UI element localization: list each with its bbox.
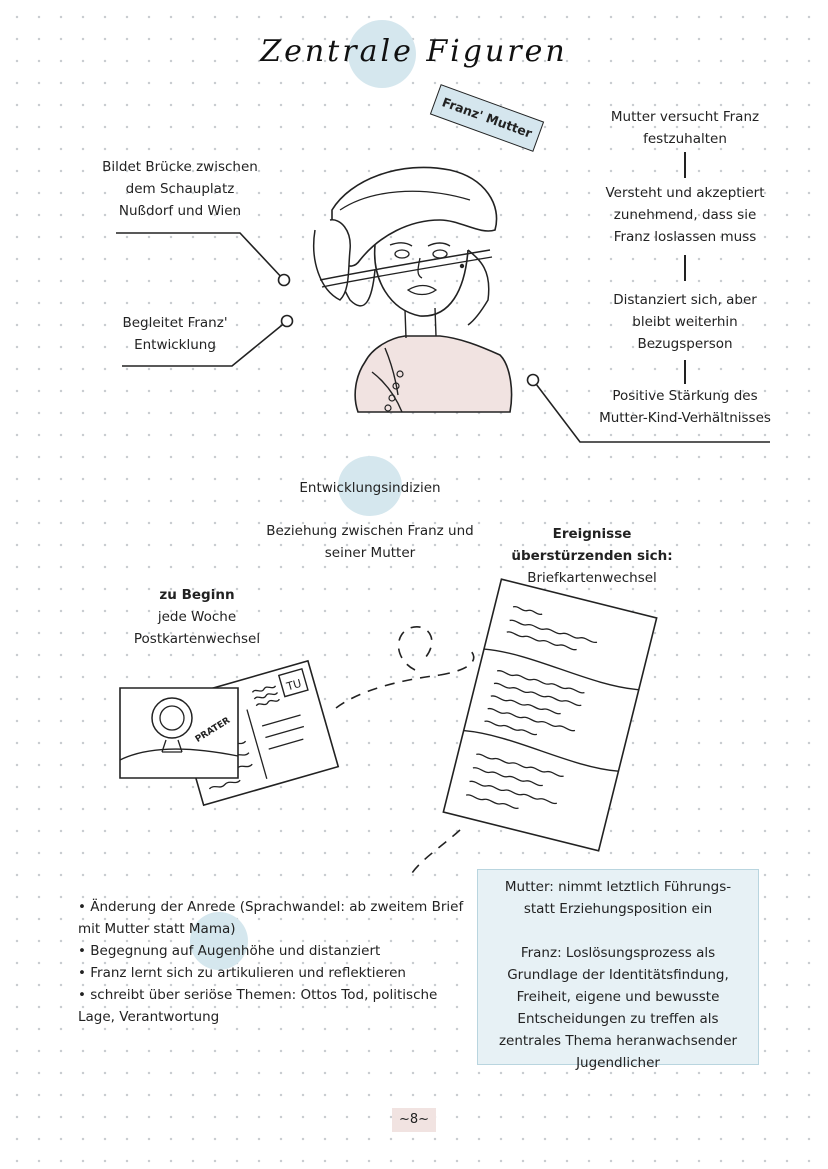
- list-item-text: Begegnung auf Augenhöhe und distanziert: [90, 943, 381, 959]
- chain-line: zunehmend, dass sie: [613, 207, 757, 223]
- section-subheading: [250, 520, 490, 564]
- list-item-text: Franz lernt sich zu artikulieren und reflektieren: [90, 965, 406, 981]
- beginning-bold: zu Beginn: [159, 587, 235, 603]
- note-development-line: Begleitet Franz': [122, 315, 228, 331]
- beginning-line: jede Woche: [157, 609, 237, 625]
- page-number: ~8~: [392, 1108, 436, 1132]
- list-item: • Begegnung auf Augenhöhe und distanziert: [78, 943, 381, 959]
- section-subheading-line: seiner Mutter: [324, 545, 416, 561]
- letter-illustration: [440, 585, 658, 847]
- chain-connector: [684, 152, 686, 178]
- chain-line: Mutter versucht Franz: [610, 109, 760, 125]
- chain-line: Mutter-Kind-Verhältnisses: [599, 410, 771, 426]
- development-indicators-list: [78, 896, 478, 1028]
- section-heading: Entwicklungsindizien: [299, 480, 441, 496]
- postcard-illustration: [118, 648, 330, 824]
- postcard-print-text: PRATER: [193, 715, 233, 745]
- chain-line: Versteht und akzeptiert: [605, 185, 765, 201]
- events-bold-line: überstürzenden sich:: [511, 548, 673, 564]
- chain-line: Bezugsperson: [637, 336, 733, 352]
- note-bridge-line: Nußdorf und Wien: [118, 203, 242, 219]
- chain-line: Franz loslassen muss: [613, 229, 757, 245]
- chain-step: [590, 182, 780, 248]
- list-item: • Franz lernt sich zu artikulieren und reflektieren: [78, 965, 406, 981]
- chain-connector: [684, 360, 686, 384]
- beginning-line: Postkartenwechsel: [133, 631, 261, 647]
- chain-connector: [684, 255, 686, 281]
- events-line: Briefkartenwechsel: [527, 570, 657, 586]
- postcard-stamp-text: TU: [285, 676, 303, 694]
- summary-box: [477, 869, 759, 1071]
- events-bold-line: Ereignisse: [552, 526, 632, 542]
- chain-step: [580, 385, 790, 429]
- chain-step: [590, 106, 780, 150]
- chain-line: bleibt weiterhin: [632, 314, 738, 330]
- note-bridge-line: Bildet Brücke zwischen: [102, 159, 258, 175]
- note-development-line: Entwicklung: [134, 337, 216, 353]
- chain-step: [590, 289, 780, 355]
- summary-paragraph-mother: Mutter: nimmt letztlich Führungs- statt Erziehungsposition ein: [504, 879, 732, 917]
- chain-line: festzuhalten: [643, 131, 727, 147]
- list-item: • Änderung der Anrede (Sprachwandel: ab zweitem Brief mit Mutter statt Mama): [78, 899, 464, 937]
- events-note: [497, 523, 687, 589]
- section-subheading-line: Beziehung zwischen Franz und: [266, 523, 474, 539]
- list-item: • schreibt über seriöse Themen: Ottos Tod, politische Lage, Verantwortung: [78, 987, 438, 1025]
- summary-paragraph-franz: Franz: Loslösungsprozess als Grundlage der Identitätsfindung, Freiheit, eigene und bewusste Entscheidungen zu treffen als zentrales Thema heranwachsender Jugendlicher: [498, 945, 738, 1071]
- note-bridge-line: dem Schauplatz: [125, 181, 235, 197]
- chain-line: Distanziert sich, aber: [613, 292, 757, 308]
- character-name-tag: Franz' Mutter: [430, 84, 544, 152]
- page-title: Zentrale Figuren: [260, 34, 568, 69]
- beginning-note: [112, 584, 282, 650]
- chain-line: Positive Stärkung des: [612, 388, 758, 404]
- list-item-text: Änderung der Anrede (Sprachwandel: ab zweitem Brief mit Mutter statt Mama): [78, 899, 464, 937]
- list-item-text: schreibt über seriöse Themen: Ottos Tod, politische Lage, Verantwortung: [78, 987, 438, 1025]
